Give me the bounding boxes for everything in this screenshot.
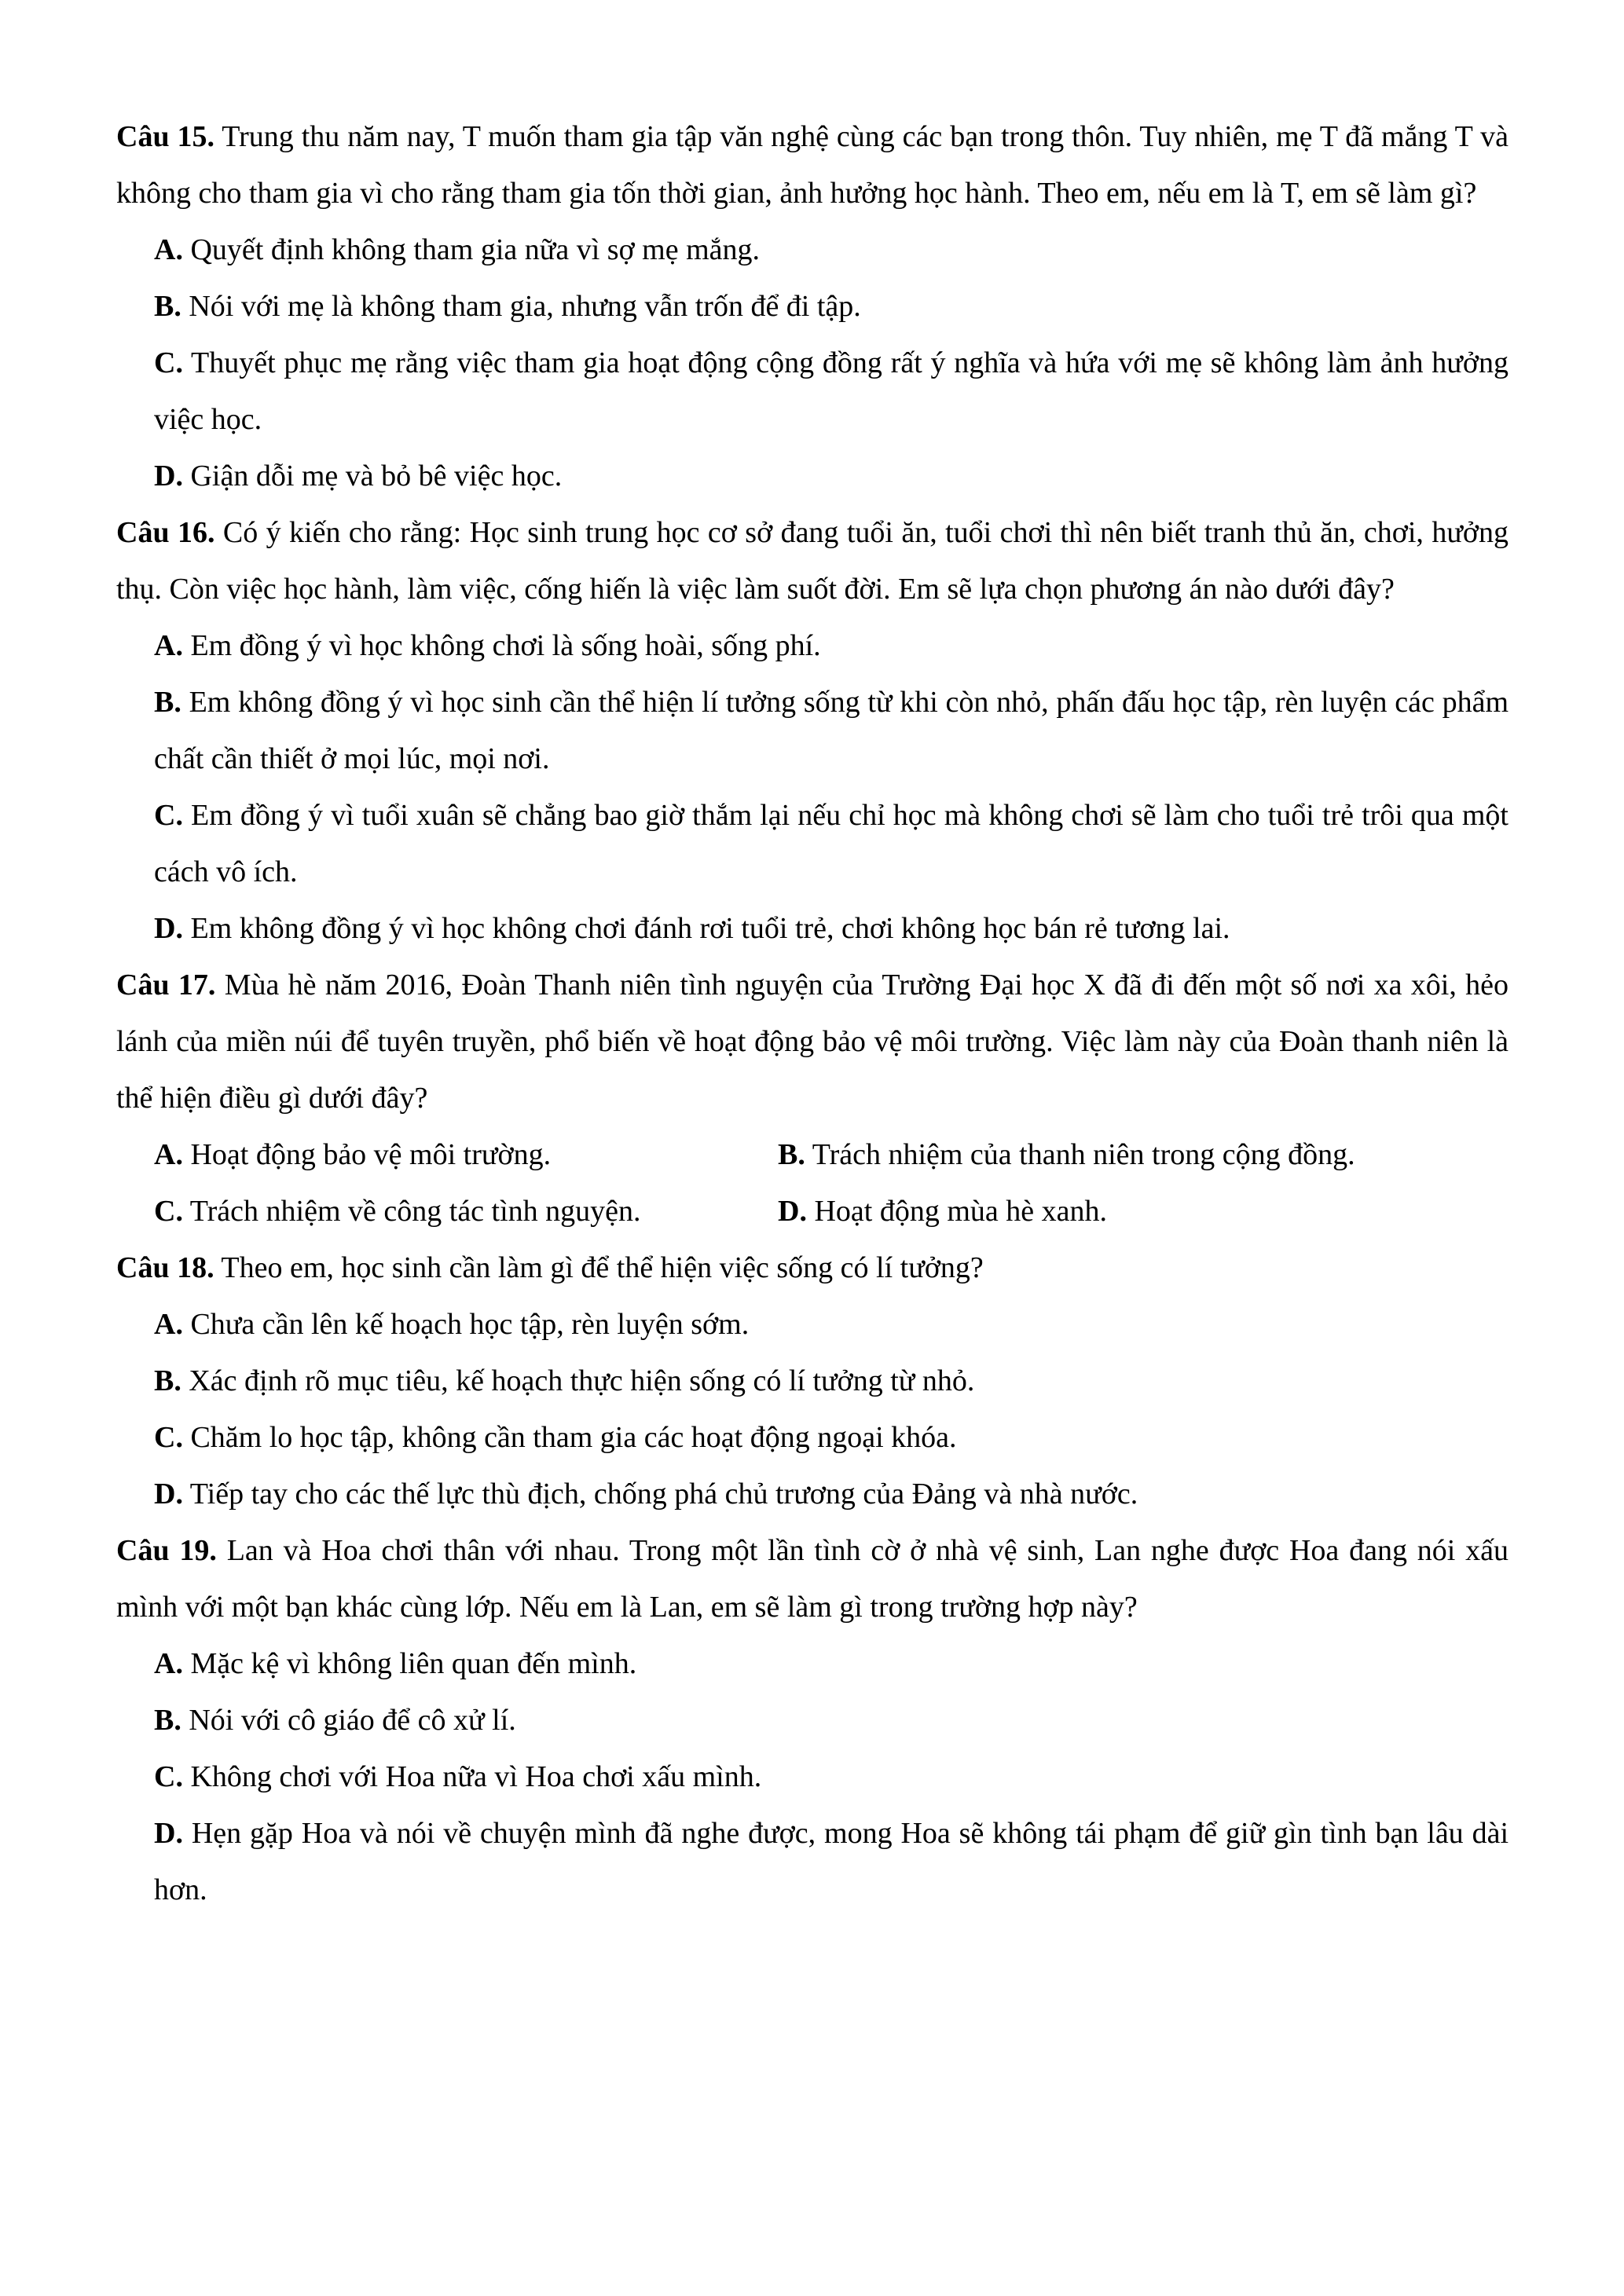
question-number: Câu 17. [116,969,216,1002]
option-16-a [116,617,1509,674]
option-text: Hẹn gặp Hoa và nói về chuyện mình đã nghe được, mong Hoa sẽ không tái phạm để giữ gìn tình bạn lâu dài hơn. [154,1817,1509,1906]
option-letter: B. [154,1704,181,1737]
option-text: Tiếp tay cho các thế lực thù địch, chống phá chủ trương của Đảng và nhà nước. [189,1478,1138,1511]
option-18-c [116,1409,1509,1466]
option-letter: B. [154,1364,181,1397]
option-letter: C. [154,1760,183,1793]
option-letter: D. [154,460,183,493]
option-text: Nói với cô giáo để cô xử lí. [189,1704,516,1737]
question-number: Câu 16. [116,516,215,549]
option-letter: B. [778,1138,805,1171]
option-text: Hoạt động bảo vệ môi trường. [190,1138,552,1171]
option-text: Hoạt động mùa hè xanh. [814,1195,1107,1228]
option-text: Chăm lo học tập, không cần tham gia các hoạt động ngoại khóa. [190,1421,957,1454]
option-text: Nói với mẹ là không tham gia, nhưng vẫn trốn để đi tập. [189,290,861,323]
option-letter: A. [154,233,183,266]
option-17-b [778,1126,1355,1183]
option-row-17-ab [116,1126,1509,1183]
option-text: Chưa cần lên kế hoạch học tập, rèn luyện sớm. [190,1308,750,1341]
option-text: Không chơi với Hoa nữa vì Hoa chơi xấu mình. [190,1760,762,1793]
question-16 [116,504,1509,617]
question-number: Câu 19. [116,1534,217,1567]
question-15 [116,108,1509,222]
option-letter: B. [154,290,181,323]
option-text: Em không đồng ý vì học không chơi đánh rơi tuổi trẻ, chơi không học bán rẻ tương lai. [190,912,1230,945]
option-16-c [116,787,1509,900]
option-17-d [778,1183,1107,1240]
option-18-a [116,1296,1509,1353]
option-text: Trách nhiệm của thanh niên trong cộng đồng. [812,1138,1355,1171]
option-17-a [154,1126,778,1183]
option-19-d [116,1805,1509,1918]
option-text: Xác định rõ mục tiêu, kế hoạch thực hiện sống có lí tưởng từ nhỏ. [189,1364,975,1397]
option-text: Quyết định không tham gia nữa vì sợ mẹ mắng. [190,233,761,266]
option-letter: C. [154,1421,183,1454]
question-text: Có ý kiến cho rằng: Học sinh trung học cơ sở đang tuổi ăn, tuổi chơi thì nên biết tranh thủ ăn, chơi, hưởng thụ. Còn việc học hành, làm việc, cống hiến là việc làm suốt đời. Em sẽ lựa chọn phương án nào dưới đây? [116,516,1509,606]
option-letter: C. [154,346,183,379]
option-row-17-cd [116,1183,1509,1240]
option-text: Mặc kệ vì không liên quan đến mình. [190,1647,637,1680]
question-text: Trung thu năm nay, T muốn tham gia tập văn nghệ cùng các bạn trong thôn. Tuy nhiên, mẹ T đã mắng T và không cho tham gia vì cho rằng tham gia tốn thời gian, ảnh hưởng học hành. Theo em, nếu em là T, em sẽ làm gì? [116,120,1509,210]
option-letter: A. [154,1308,183,1341]
question-text: Lan và Hoa chơi thân với nhau. Trong một lần tình cờ ở nhà vệ sinh, Lan nghe được Hoa đang nói xấu mình với một bạn khác cùng lớp. Nếu em là Lan, em sẽ làm gì trong trường hợp này? [116,1534,1509,1624]
option-letter: A. [154,629,183,662]
option-15-b [116,278,1509,335]
question-18 [116,1240,1509,1296]
option-18-b [116,1353,1509,1409]
option-letter: A. [154,1138,183,1171]
option-letter: D. [154,912,183,945]
option-letter: B. [154,686,181,719]
option-letter: D. [154,1478,183,1511]
option-text: Em đồng ý vì tuổi xuân sẽ chẳng bao giờ thắm lại nếu chỉ học mà không chơi sẽ làm cho tuổi trẻ trôi qua một cách vô ích. [154,799,1509,888]
option-15-a [116,222,1509,278]
question-number: Câu 18. [116,1251,214,1284]
option-letter: D. [778,1195,807,1228]
option-19-a [116,1635,1509,1692]
option-16-b [116,674,1509,787]
option-text: Thuyết phục mẹ rằng việc tham gia hoạt động cộng đồng rất ý nghĩa và hứa với mẹ sẽ không làm ảnh hưởng việc học. [154,346,1509,436]
option-text: Em không đồng ý vì học sinh cần thể hiện lí tưởng sống từ khi còn nhỏ, phấn đấu học tập, rèn luyện các phẩm chất cần thiết ở mọi lúc, mọi nơi. [154,686,1509,775]
question-19 [116,1522,1509,1635]
option-15-c [116,335,1509,448]
option-17-c [154,1183,778,1240]
option-18-d [116,1466,1509,1522]
question-text: Mùa hè năm 2016, Đoàn Thanh niên tình nguyện của Trường Đại học X đã đi đến một số nơi xa xôi, hẻo lánh của miền núi để tuyên truyền, phổ biến về hoạt động bảo vệ môi trường. Việc làm này của Đoàn thanh niên là thể hiện điều gì dưới đây? [116,969,1509,1115]
option-15-d [116,448,1509,504]
question-text: Theo em, học sinh cần làm gì để thể hiện việc sống có lí tưởng? [221,1251,984,1284]
option-19-b [116,1692,1509,1749]
option-letter: C. [154,799,183,832]
option-19-c [116,1749,1509,1805]
option-text: Giận dỗi mẹ và bỏ bê việc học. [190,460,563,493]
document-page [116,108,1509,1918]
option-text: Em đồng ý vì học không chơi là sống hoài, sống phí. [190,629,821,662]
question-17 [116,957,1509,1126]
option-letter: D. [154,1817,183,1850]
option-letter: C. [154,1195,183,1228]
option-text: Trách nhiệm về công tác tình nguyện. [189,1195,641,1228]
option-16-d [116,900,1509,957]
option-letter: A. [154,1647,183,1680]
question-number: Câu 15. [116,120,215,153]
